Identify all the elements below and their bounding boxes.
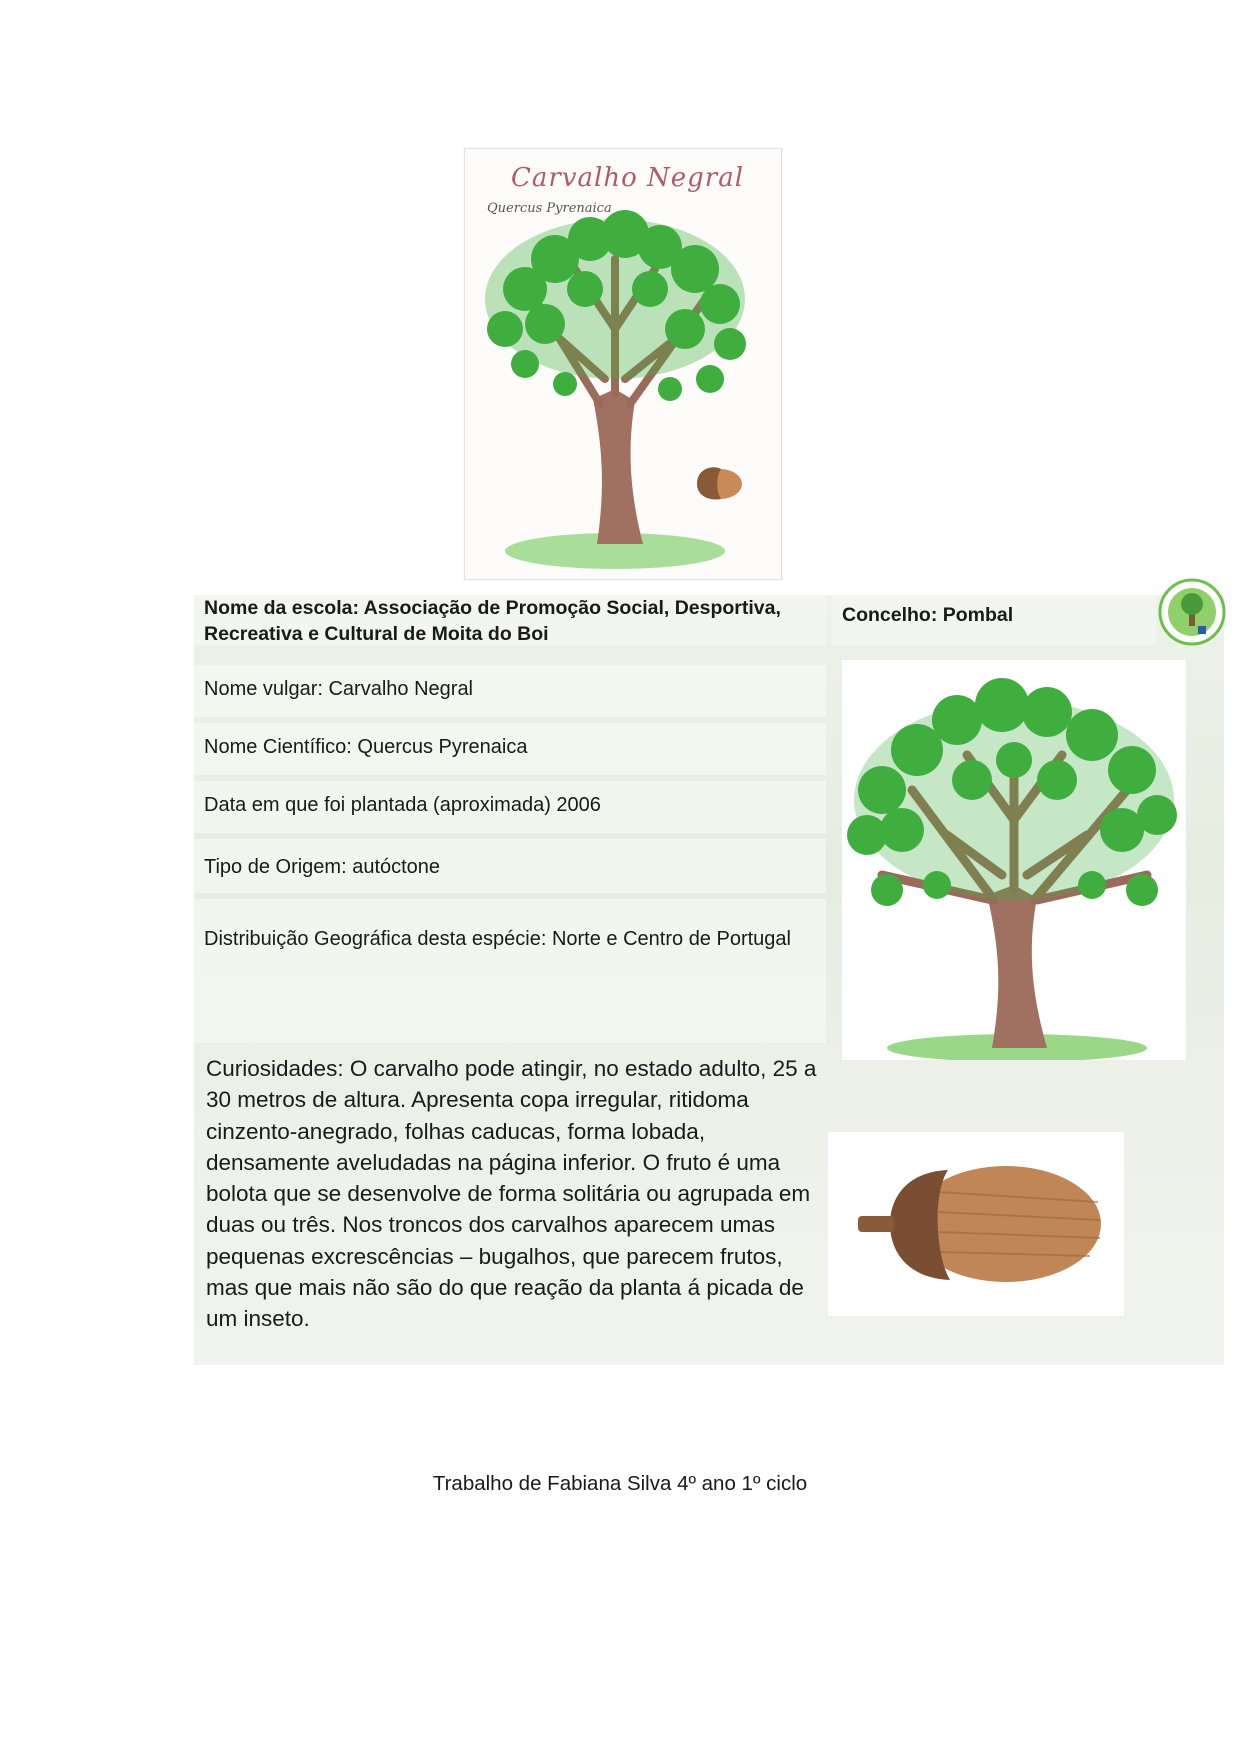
concelho	[832, 595, 1156, 645]
acorn-image	[828, 1132, 1124, 1316]
tipo-origem-text: Tipo de Origem: autóctone	[204, 856, 441, 878]
school-name-text: Nome da escola: Associação de Promoção Social, Desportiva, Recreativa e Cultural de Moita do Boi	[204, 597, 781, 645]
distribuicao-text: Distribuição Geográfica desta espécie: Norte e Centro de Portugal	[204, 928, 791, 950]
tree-drawing	[464, 148, 782, 580]
nome-vulgar	[194, 665, 826, 717]
data-plantada-text: Data em que foi plantada (aproximada) 2006	[204, 794, 601, 816]
tipo-origem	[194, 839, 826, 893]
school-name	[194, 595, 826, 645]
curiosidades-text: Curiosidades: O carvalho pode atingir, no estado adulto, 25 a 30 metros de altura. Apresenta copa irregular, ritidoma cinzento-anegrado, folhas caducas, forma lobada, densamente aveludadas na página inferior. O fruto é uma bolota que se desenvolve de forma solitária ou agrupada em duas ou três. Nos troncos dos carvalhos aparecem umas pequenas excrescências – bugalhos, que parecem frutos, mas que mais não são do que reação da planta á picada de um inseto.	[206, 1056, 817, 1332]
nome-vulgar-text: Nome vulgar: Carvalho Negral	[204, 678, 474, 700]
nome-cientifico-text: Nome Científico: Quercus Pyrenaica	[204, 736, 528, 758]
nome-cientifico	[194, 723, 826, 775]
eco-school-logo	[1158, 578, 1226, 646]
footer-credit: Trabalho de Fabiana Silva 4º ano 1º ciclo	[432, 1472, 808, 1495]
tree-illustration	[465, 149, 781, 579]
tree-image	[842, 660, 1186, 1060]
distribuicao	[194, 899, 826, 1043]
concelho-text: Concelho: Pombal	[842, 604, 1014, 626]
drawing-title: Carvalho Negral	[511, 163, 745, 193]
drawing-subtitle: Quercus Pyrenaica	[487, 201, 612, 216]
data-plantada	[194, 781, 826, 833]
